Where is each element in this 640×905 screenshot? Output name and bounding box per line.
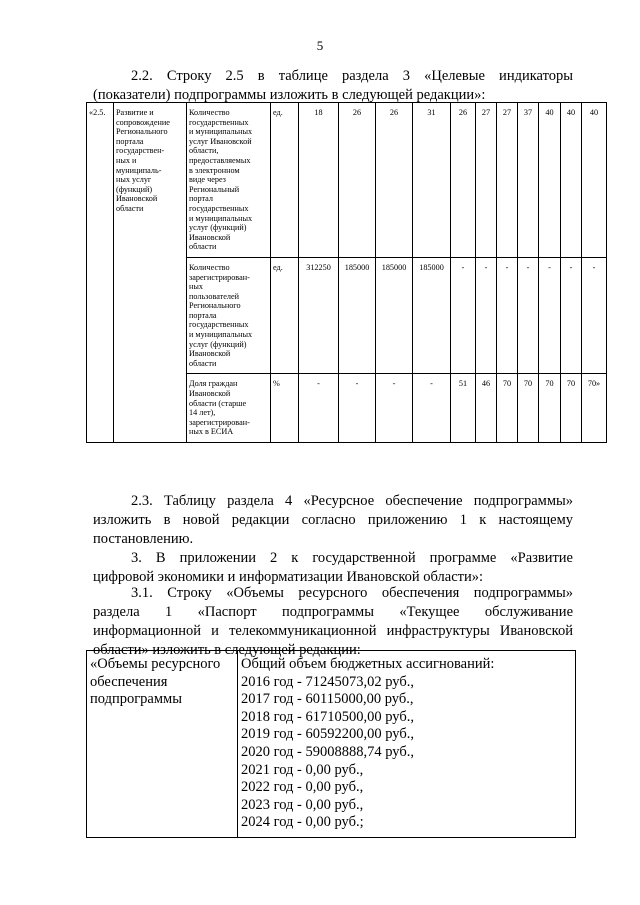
value-cell: 26 <box>339 103 376 258</box>
value-cell: 70 <box>539 374 561 443</box>
text-line: 3. В приложении 2 к государственной программе «Развитие <box>131 550 573 566</box>
text-line: ных услуг <box>116 175 152 185</box>
text-line: государственных <box>189 203 249 213</box>
value-cell: - <box>339 374 376 443</box>
value-cell: 18 <box>299 103 339 258</box>
value-cell: 70 <box>497 374 518 443</box>
text-line: 2020 год - 59008888,74 руб., <box>241 743 414 760</box>
text-line: услуг (функций) <box>189 339 247 349</box>
text-line: услуг (функций) <box>189 223 247 233</box>
value-cell: 40 <box>561 103 582 258</box>
value-cell: - <box>299 374 339 443</box>
text-line: виде через <box>189 175 226 185</box>
text-line: области <box>189 358 217 368</box>
text-line: пользователей <box>189 291 239 301</box>
page-number: 5 <box>316 38 324 53</box>
text-line: области <box>189 242 217 252</box>
text-line: и муниципальных <box>189 213 253 223</box>
value-cell: 70 <box>518 374 539 443</box>
text-line: 2023 год - 0,00 руб., <box>241 796 364 813</box>
value-cell: 46 <box>476 374 497 443</box>
resource-label-cell <box>87 651 238 838</box>
row-number-cell: «2.5. <box>87 103 114 443</box>
value-cell: 26 <box>376 103 413 258</box>
table-row <box>87 651 576 838</box>
text-line: Развитие и <box>116 108 154 117</box>
text-line: предоставляемых <box>189 155 251 165</box>
value-cell: - <box>518 257 539 374</box>
value-cell: 40 <box>539 103 561 258</box>
text-line: ных и <box>116 155 137 165</box>
value-cell: 37 <box>518 103 539 258</box>
value-cell: 51 <box>451 374 476 443</box>
indicator-name-cell <box>187 257 271 374</box>
value-cell: 185000 <box>413 257 451 374</box>
text-line: Регионального <box>116 127 168 137</box>
value-cell: 27 <box>476 103 497 258</box>
value-cell: 312250 <box>299 257 339 374</box>
resource-values-cell <box>238 651 576 838</box>
text-line: государствен- <box>116 146 165 156</box>
text-line: 2024 год - 0,00 руб.; <box>241 814 364 831</box>
unit-cell: % <box>271 374 299 443</box>
indicator-name-cell <box>187 374 271 443</box>
text-line: обеспечения <box>90 673 168 690</box>
text-line: (показатели) подпрограммы изложить в следующей редакции»: <box>93 87 486 103</box>
value-cell: - <box>376 374 413 443</box>
indicator-name-cell <box>187 103 271 258</box>
text-line: (функций) <box>116 184 153 194</box>
text-line: в электронном <box>189 165 240 175</box>
text-line: и муниципальных <box>189 127 253 137</box>
paragraph-3-1 <box>93 584 573 660</box>
text-line: 2019 год - 60592200,00 руб., <box>241 726 414 743</box>
value-cell: 40 <box>582 103 607 258</box>
value-cell: - <box>413 374 451 443</box>
value-cell: - <box>451 257 476 374</box>
resource-table <box>86 650 576 838</box>
text-line: области (старше <box>189 398 247 408</box>
text-line: подпрограммы <box>90 691 182 708</box>
text-line: 14 лет), <box>189 408 216 418</box>
text-line: информационной и телекоммуникационной инфраструктуры Ивановской <box>93 623 573 639</box>
text-line: Доля граждан <box>189 379 238 389</box>
text-line: сопровождение <box>116 117 170 127</box>
text-line: Количество <box>189 262 230 272</box>
text-line: области, <box>189 146 219 156</box>
text-line: портал <box>189 194 213 204</box>
text-line: 2022 год - 0,00 руб., <box>241 779 364 796</box>
text-line: Количество <box>189 108 230 117</box>
text-line: Ивановской <box>189 389 231 399</box>
text-line: и муниципальных <box>189 330 253 340</box>
text-line: постановлению. <box>93 531 194 547</box>
text-line: раздела 1 «Паспорт подпрограммы «Текущее обслуживание <box>93 604 573 620</box>
text-line: Общий объем бюджетных ассигнований: <box>241 656 495 672</box>
text-line: ных в ЕСИА <box>189 427 234 437</box>
value-cell: - <box>539 257 561 374</box>
value-cell: 70» <box>582 374 607 443</box>
text-line: 2017 год - 60115000,00 руб., <box>241 691 414 708</box>
text-line: 2016 год - 71245073,02 руб., <box>241 673 414 690</box>
text-line: 2.3. Таблицу раздела 4 «Ресурсное обеспечение подпрограммы» <box>131 493 573 509</box>
text-line: портала <box>189 310 217 320</box>
text-line: 2.2. Строку 2.5 в таблице раздела 3 «Целевые индикаторы <box>131 68 573 84</box>
text-line: цифровой экономики и информатизации Ивановской области»: <box>93 569 484 585</box>
unit-cell: ед. <box>271 257 299 374</box>
value-cell: 70 <box>561 374 582 443</box>
text-line: Ивановской <box>116 194 158 204</box>
value-cell: 26 <box>451 103 476 258</box>
value-cell: 185000 <box>376 257 413 374</box>
paragraph-3 <box>93 549 573 587</box>
value-cell: 27 <box>497 103 518 258</box>
text-line: услуг Ивановской <box>189 136 252 146</box>
value-cell: - <box>561 257 582 374</box>
unit-cell: ед. <box>271 103 299 258</box>
value-cell: - <box>582 257 607 374</box>
text-line: 2021 год - 0,00 руб., <box>241 761 364 778</box>
text-line: области» изложить в следующей редакции: <box>93 642 361 658</box>
text-line: 2018 год - 61710500,00 руб., <box>241 708 414 725</box>
text-line: муниципаль- <box>116 165 162 175</box>
text-line: изложить в новой редакции согласно приложению 1 к настоящему <box>93 512 573 528</box>
text-line: «Объемы ресурсного <box>90 656 221 672</box>
text-line: государственных <box>189 117 249 127</box>
text-line: зарегистрирован- <box>189 272 250 282</box>
text-line: ных <box>189 282 203 292</box>
table-row <box>87 103 607 258</box>
value-cell: - <box>476 257 497 374</box>
value-cell: 185000 <box>339 257 376 374</box>
text-line: Ивановской <box>189 232 231 242</box>
paragraph-2-3 <box>93 492 573 549</box>
text-line: портала <box>116 136 144 146</box>
text-line: зарегистрирован- <box>189 417 250 427</box>
text-line: области <box>116 203 144 213</box>
text-line: 3.1. Строку «Объемы ресурсного обеспечения подпрограммы» <box>131 585 573 601</box>
text-line: Региональный <box>189 184 240 194</box>
activity-cell <box>114 103 187 443</box>
text-line: государственных <box>189 320 249 330</box>
text-line: Регионального <box>189 301 241 311</box>
indicators-table <box>86 102 607 443</box>
text-line: Ивановской <box>189 349 231 359</box>
paragraph-2-2 <box>93 67 573 105</box>
value-cell: - <box>497 257 518 374</box>
value-cell: 31 <box>413 103 451 258</box>
